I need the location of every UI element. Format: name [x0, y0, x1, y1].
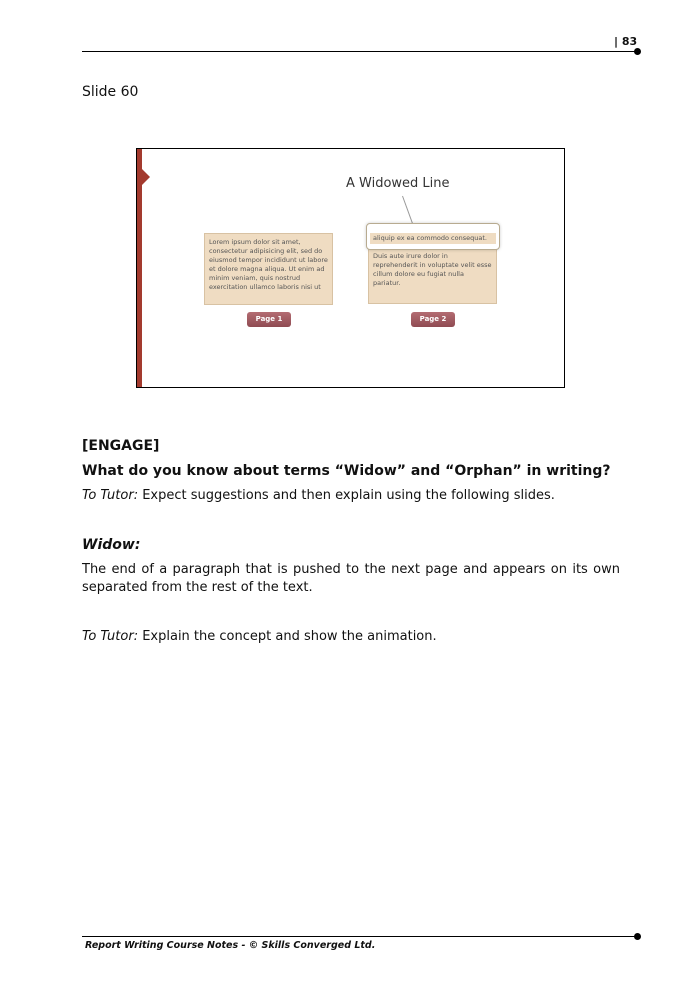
- widow-line-text: aliquip ex ea commodo consequat.: [370, 233, 496, 244]
- tutor-text-2: Explain the concept and show the animation.: [138, 629, 437, 644]
- slide-label: Slide 60: [82, 84, 139, 100]
- header-rule: [82, 51, 638, 52]
- page1-text-box: Lorem ipsum dolor sit amet, consectetur adipisicing elit, sed do eiusmod tempor incididunt ut labore et dolore magna aliqua. Ut enim ad minim veniam, quis nostrud exercitation ullamco laboris nisi ut: [204, 233, 333, 305]
- page-number: | 83: [614, 35, 638, 48]
- footer-rule-dot: [634, 933, 641, 940]
- tutor-label-2: To Tutor:: [82, 629, 139, 644]
- tutor-text-1: Expect suggestions and then explain using the following slides.: [138, 488, 555, 503]
- question-heading: What do you know about terms “Widow” and “Orphan” in writing?: [82, 463, 611, 479]
- slide-title: A Widowed Line: [346, 176, 450, 191]
- widow-heading: Widow:: [82, 537, 141, 553]
- page1-button: Page 1: [247, 312, 291, 327]
- tutor-label-1: To Tutor:: [82, 488, 139, 503]
- footer-rule: [82, 936, 638, 937]
- footer-text: Report Writing Course Notes - © Skills Converged Ltd.: [85, 940, 376, 951]
- callout-line: [402, 196, 413, 225]
- page2-text-box: Duis aute irure dolor in reprehenderit in voluptate velit esse cillum dolore eu fugiat nulla pariatur.: [368, 231, 497, 304]
- tutor-note-2: [82, 628, 437, 646]
- slide-accent-arrow-icon: [142, 169, 150, 185]
- widow-definition: The end of a paragraph that is pushed to the next page and appears on its own separated from the rest of the text.: [82, 562, 620, 595]
- tutor-note-1: [82, 487, 555, 505]
- header-rule-dot: [634, 48, 641, 55]
- widow-line-callout: [366, 223, 500, 250]
- slide-thumbnail: [136, 148, 565, 388]
- engage-heading: [ENGAGE]: [82, 438, 160, 454]
- page2-button: Page 2: [411, 312, 455, 327]
